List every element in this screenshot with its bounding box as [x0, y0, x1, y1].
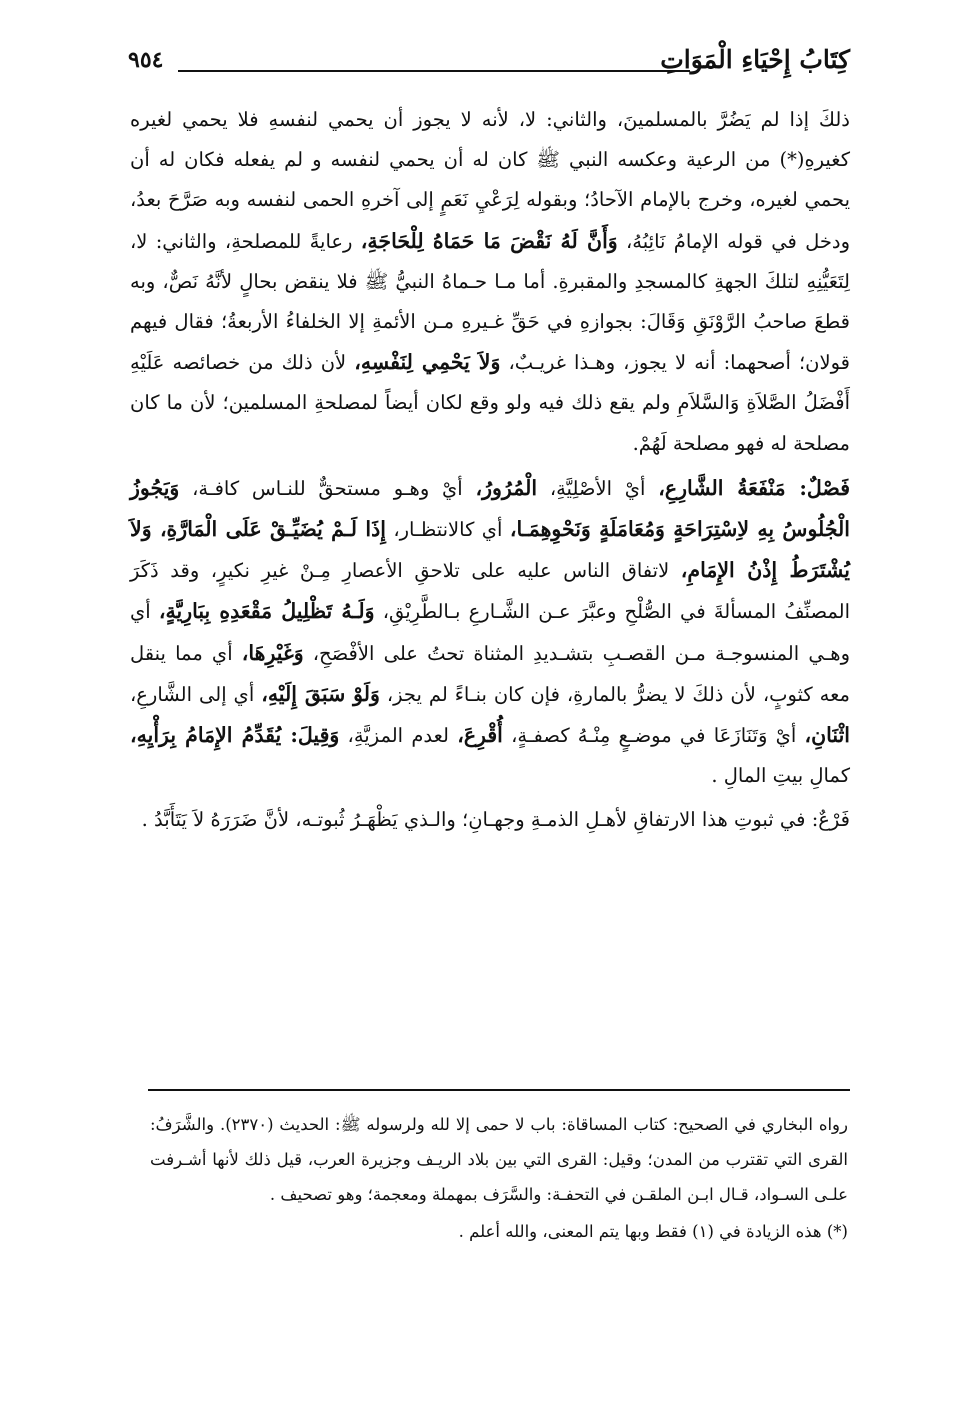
matn-text: وَلَـهُ تَظْلِيلُ مَقْعَدِهِ بِبَارِيَّةٍ،	[158, 599, 375, 624]
text-run: أيْ وَتَنَازَعَا في موضـعٍ مِنْـهُ كصفـةٍ،	[511, 724, 797, 748]
text-run: فَرْعٌ: في ثبوتِ هذا الارتفاقِ لأهـلِ الذمـةِ وجهـانِ؛ والـذي يَظْهَـرُ ثُبوتـه، لأنَّ ضَرَرَهُ لاَ يَتَأَبَّدُ .	[141, 808, 850, 832]
matn-text: إِذَا لَـمْ يُضَيِّـقْ عَلَى الْمَارَّةِ، وَلاَ يُشْتَرَطُ إِذْنُ الإِمَامِ،	[130, 517, 851, 583]
footnote-divider	[148, 1089, 850, 1091]
page-number: ٩٥٤	[128, 47, 164, 73]
header-rule	[178, 70, 690, 72]
paragraph-2	[130, 468, 850, 797]
text-run: لعدم المزيَّةِ،	[347, 724, 449, 748]
matn-text: وَيَجُوزُ الْجُلُوسُ بِهِ لاِسْتِرَاحَةٍ وَمُعَامَلَةٍ وَنَحْوِهِمَـا،	[130, 475, 850, 542]
paragraph-3	[130, 800, 850, 840]
running-title: كِتَابُ إِحْيَاءِ الْمَوَاتِ	[660, 45, 850, 74]
text-run: رعايةً للمصلحةِ، والثاني: لا، لِتَعَيُّنِهِ لتلكَ الجهةِ كالمسجدِ والمقبرةِ. أما مـا حـماهُ النبيُّ ﷺ فلا ينقض بحالٍ لأنَّهُ نَصٌّ، وبه قطعَ صاحبُ الرَّوْنَقِ وَقَالَ: بجوازهِ في حَقِّ غـيرهِ مـن الأئمةِ إلا الخلفاءُ الأربعةُ؛ فقال فيهم قولان؛ أصحهما: أنه لا يجوز، وهـذا غريـبٌ،	[130, 229, 851, 375]
text-run: أيْ الأصْلِيَّةِ،	[549, 476, 646, 500]
text-run: لأن ذلك من خصائصه عَلَيْهِ أَفْضَلُ الصَّلاَةِ وَالسَّلاَمِ ولم يقع ذلك فيه ولو وقع لكان أيضاً لمصلحةِ المسلمين؛ لأن ما كان مصلحة له فهو مصلحة لَهُمْ.	[130, 351, 850, 455]
footnote-2: (*) هذه الزيادة في (١) فقط وبها يتم المعنى، والله أعلم .	[458, 1222, 848, 1241]
matn-text: اثْنَانِ،	[804, 723, 850, 748]
text-run: أي مما ينقل معه كثوبٍ، لأن ذلكَ لا يضرُّ بالمارةِ، فإن كان بنـاءً لم يجز،	[130, 641, 850, 706]
matn-text: الْمُرُورُ،	[475, 475, 538, 500]
text-run: ذلكَ إذا لم يَضُرَّ بالمسلمينَ، والثاني: لا، لأنه لا يجوز أن يحمي لنفسهِ فلا يحمي لغيره كغيرهِ(*) من الرعية وعكسه النبي ﷺ كان له أن يحمي لنفسه و لم يفعله فكان له أن يحمي لغيره، وخرج بالإمام الآحادُ؛ وبقوله لِرَعْيِ نَعَمٍ إلى آخرهِ الحمى لنفسه وبه صَرَّحَ بعدُ، ودخل في قوله الإمامُ نَائِبُهُ،	[130, 108, 851, 253]
main-text	[130, 100, 850, 841]
matn-text: وَلَوْ سَبَقَ إِلَيْهِ،	[261, 681, 380, 706]
paragraph-1	[130, 100, 850, 464]
footnote-1: رواه البخاري في الصحيح: كتاب المساقاة: باب لا حمى إلا لله ولرسوله ﷺ: الحديث (٢٣٧٠). والشَّرَفُ: القرى التي تقترب من المدن؛ وقيل: القرى التي بين بلاد الريـف وجزيرة العرب، قيل ذلك لأنها أشـرفت علـى السـواد، قـال ابـن الملقـن في التحفـة: والسَّرَف بمهملة ومعجمة؛ وهو تصحيف .	[150, 1115, 848, 1204]
text-run: لاتفاق الناس عليه على تلاحقِ الأعصارِ مِـنْ غيرِ نكيرٍ، وقد ذَكَرَ المصنِّفُ المسألةَ في الصُّلْحِ وعبَّرَ عـن الشَّـارعِ بـالطَّرِيْقِ،	[130, 559, 850, 624]
matn-text: وَأَنَّ لَهُ نَقْضَ مَا حَمَاهُ لِلْحَاجَةِ،	[360, 228, 618, 253]
matn-text: وَغَيْرِهَا،	[241, 640, 304, 665]
text-run: أي وهـي المنسوجـة مـن القصـبِ بتشـديدِ المثناة تحتُ على الأفْصَحِ،	[130, 600, 850, 665]
matn-text: وَلاَ يَحْمِي لِنَفْسِهِ،	[354, 350, 501, 375]
text-run: أي كالانتظـار،	[393, 518, 503, 542]
matn-text: أُقْرِعَ،	[457, 723, 503, 748]
matn-text: وَقِيلَ: يُقَدِّمُ الإِمَامُ بِرَأْيِهِ،	[130, 723, 340, 748]
section-heading: فَصْلٌ: مَنْفَعَةُ الشَّارِعِ،	[658, 475, 850, 500]
text-run: كمالِ بيتِ المالِ .	[711, 764, 850, 788]
text-run: أي إلى الشَّارعِ،	[130, 682, 255, 706]
footnotes	[150, 1107, 848, 1249]
page-header	[128, 44, 850, 84]
text-run: أيْ وهـو مستحقٌّ للنـاس كافـة،	[192, 476, 463, 500]
